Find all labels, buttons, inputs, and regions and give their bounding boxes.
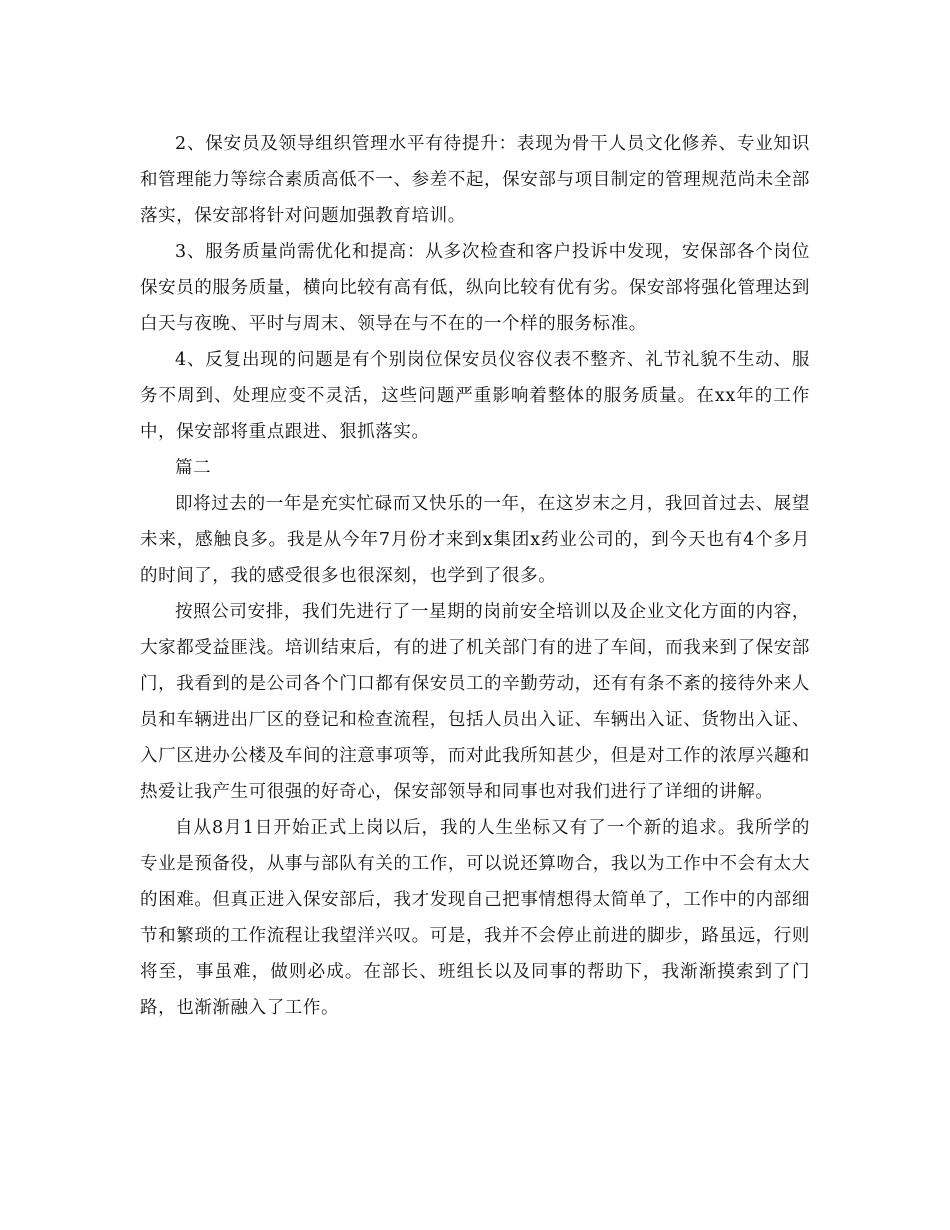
paragraph-training: 按照公司安排，我们先进行了一星期的岗前安全培训以及企业文化方面的内容，大家都受益匪浅。培训结束后，有的进了机关部门有的进了车间，而我来到了保安部门，我看到的是公司各个门口都有保安员工的辛勤劳动，还有有条不紊的接待外来人员和车辆进出厂区的登记和检查流程，包括人员出入证、车辆出入证、货物出入证、入厂区进办公楼及车间的注意事项等，而对此我所知甚少，但是对工作的浓厚兴趣和热爱让我产生可很强的好奇心，保安部领导和同事也对我们进行了详细的讲解。: [140, 602, 810, 802]
paragraph-intro: 即将过去的一年是充实忙碌而又快乐的一年，在这岁末之月，我回首过去、展望未来，感触良多。我是从今年7月份才来到x集团x药业公司的，到今天也有4个多月的时间了，我的感受很多也很深刻，也学到了很多。: [140, 494, 810, 586]
paragraph-issue-3: 3、服务质量尚需优化和提高：从多次检查和客户投诉中发现，安保部各个岗位保安员的服务质量，横向比较有高有低，纵向比较有优有劣。保安部将强化管理达到白天与夜晚、平时与周末、领导在与不在的一个样的服务标准。: [140, 242, 810, 334]
section-heading: 篇二: [175, 458, 212, 478]
paragraph-issue-2: 2、保安员及领导组织管理水平有待提升：表现为骨干人员文化修养、专业知识和管理能力等综合素质高低不一、参差不起，保安部与项目制定的管理规范尚未全部落实，保安部将针对问题加强教育培训。: [140, 134, 810, 226]
document-body: [140, 126, 810, 1026]
paragraph-issue-4: 4、反复出现的问题是有个别岗位保安员仪容仪表不整齐、礼节礼貌不生动、服务不周到、处理应变不灵活，这些问题严重影响着整体的服务质量。在xx年的工作中，保安部将重点跟进、狠抓落实。: [140, 350, 810, 442]
paragraph-onboarding: 自从8月1日开始正式上岗以后，我的人生坐标又有了一个新的追求。我所学的专业是预备役，从事与部队有关的工作，可以说还算吻合，我以为工作中不会有太大的困难。但真正进入保安部后，我才发现自己把事情想得太简单了，工作中的内部细节和繁琐的工作流程让我望洋兴叹。可是，我并不会停止前进的脚步，路虽远，行则将至，事虽难，做则必成。在部长、班组长以及同事的帮助下，我渐渐摸索到了门路，也渐渐融入了工作。: [140, 818, 810, 1018]
